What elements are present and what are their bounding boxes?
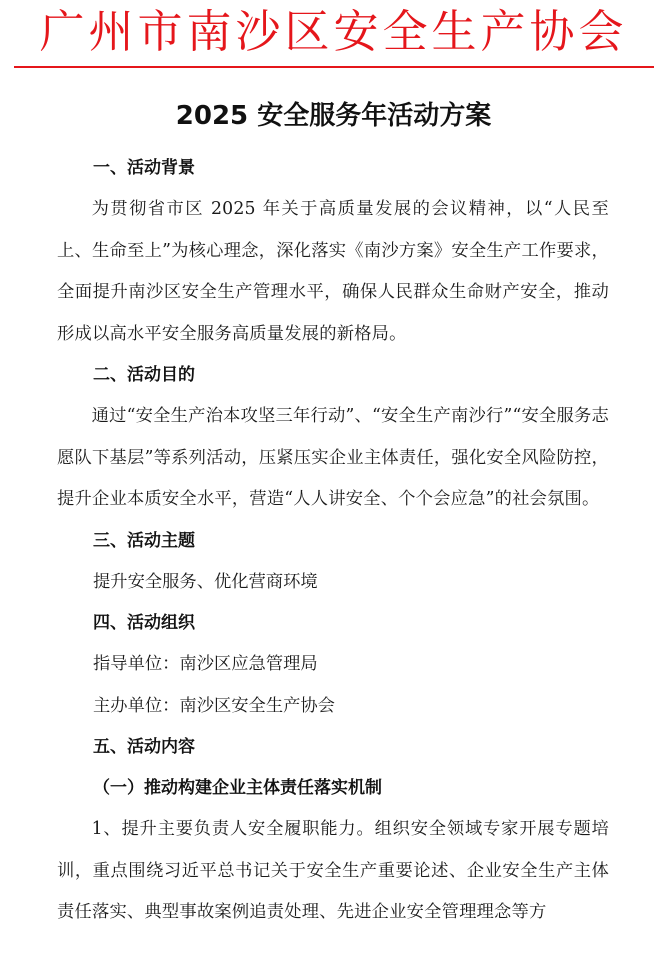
document-body (57, 148, 609, 934)
paragraph-purpose: 通过“安全生产治本攻坚三年行动”、“安全生产南沙行”“安全服务志愿队下基层”等系列活动，压紧压实企业主体责任，强化安全风险防控，提升企业本质安全水平，营造“人人讲安全、个个会应急”的社会氛围。 (57, 406, 609, 509)
theme-line: 提升安全服务、优化营商环境 (93, 571, 318, 592)
org-letterhead: 广州市南沙区安全生产协会 (39, 5, 628, 58)
section-heading-theme: 三、活动主题 (93, 530, 195, 551)
letterhead-divider (14, 66, 654, 68)
section-heading-purpose: 二、活动目的 (93, 365, 195, 385)
section-heading-organization: 四、活动组织 (93, 613, 195, 633)
document-title: 2025 安全服务年活动方案 (175, 101, 492, 131)
paragraph-content-item-1: 1、提升主要负责人安全履职能力。组织安全领域专家开展专题培训，重点围绕习近平总书记关于安全生产重要论述、企业安全生产主体责任落实、典型事故案例追责处理、先进企业安全管理理念等方 (57, 819, 609, 922)
section-heading-background: 一、活动背景 (93, 158, 195, 178)
paragraph-background: 为贯彻省市区 2025 年关于高质量发展的会议精神，以“人民至上、生命至上”为核心理念，深化落实《南沙方案》安全生产工作要求，全面提升南沙区安全生产管理水平，确保人民群众生命财产安全，推动形成以高水平安全服务高质量发展的新格局。 (57, 199, 609, 344)
section-heading-content: 五、活动内容 (93, 737, 195, 757)
host-unit-line: 主办单位：南沙区安全生产协会 (93, 695, 335, 716)
subsection-heading-responsibility: （一）推动构建企业主体责任落实机制 (93, 778, 382, 798)
guide-unit-line: 指导单位：南沙区应急管理局 (93, 654, 318, 674)
